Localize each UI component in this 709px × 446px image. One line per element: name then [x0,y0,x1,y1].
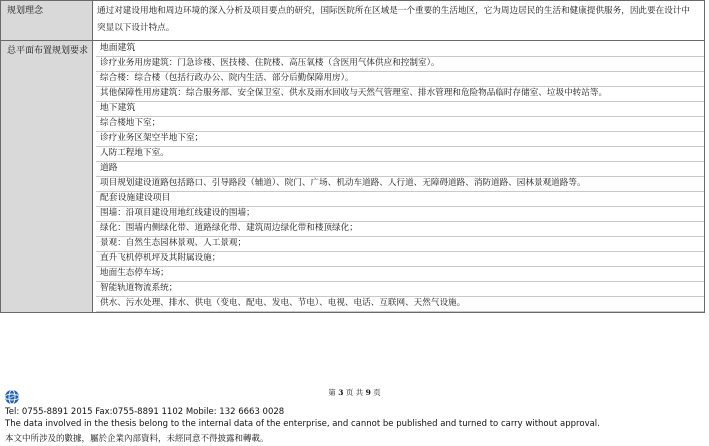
list-item: 绿化：围墙内侧绿化带、道路绿化带、建筑周边绿化带和楼顶绿化； [96,222,704,237]
list-item: 地面生态停车场； [96,267,704,282]
table-row [1,1,705,41]
concept-text: 通过对建设用地和周边环境的深入分析及项目要点的研究，国际医院所在区域是一个重要的生活地区，它为周边居民的生活和健康提供服务，因此要在设计中突显以下设计特点。 [97,6,690,33]
list-item: 综合楼地下室； [96,117,704,132]
table-row [1,41,705,313]
list-item: 围墙：沿项目建设用地红线建设的围墙； [96,207,704,222]
list-item: 景观：自然生态园林景观、人工景观； [96,237,704,252]
list-item: 地面建筑 [96,42,704,57]
list-item: 供水、污水处理、排水、供电（变电、配电、发电、节电）、电视、电话、互联网、天然气设施。 [96,297,704,312]
pager-current: 3 [338,388,344,397]
list-item: 智能轨道物流系统； [96,282,704,297]
row-label-concept: 规划理念 [1,1,93,41]
footer-contact: Tel: 0755-8891 2015 Fax:0755-8891 1102 Mobile: 132 6663 0028 [5,407,285,417]
list-item: 综合楼：综合楼（包括行政办公、院内生活、部分后勤保障用房）。 [96,72,704,87]
company-globe-logo-icon [4,389,20,405]
list-item: 配套设施建设项目 [96,192,704,207]
list-item: 项目规划建设道路包括路口、引导路段（辅道）、院门、广场、机动车道路、人行道、无障碍道路、消防道路、园林景观道路等。 [96,177,704,192]
pager-suffix: 页 [373,388,381,397]
list-item: 人防工程地下室。 [96,147,704,162]
pager-total: 9 [365,388,371,397]
pager-prefix: 第 [328,388,336,397]
list-item: 直升飞机停机坪及其附属设施； [96,252,704,267]
list-item: 其他保障性用房建筑：综合服务部、安全保卫室、供水及雨水回收与天然气管理室、排水管理和危险物品临时存储室、垃圾中转站等。 [96,87,704,102]
row-label-layout: 总平面布置规划要求 [1,41,93,313]
pager-middle: 页 共 [345,388,364,397]
list-item: 道路 [96,162,704,177]
list-item: 诊疗业务用房建筑：门急诊楼、医技楼、住院楼、高压氧楼（含医用气体供应和控制室）。 [96,57,704,72]
footer-disclaimer-english: The data involved in the thesis belong to the internal data of the enterprise, and cannot be published and turned to carry without approval. [5,419,600,429]
list-item: 诊疗业务区架空半地下室； [96,132,704,147]
list-item: 地下建筑 [96,102,704,117]
page-number [0,387,709,398]
concept-cell [93,1,705,41]
footer-disclaimer-chinese: 本文中所涉及的數據，屬於企業內部資料，未經同意不得披露和轉載。 [5,434,269,444]
layout-cell [93,41,705,313]
